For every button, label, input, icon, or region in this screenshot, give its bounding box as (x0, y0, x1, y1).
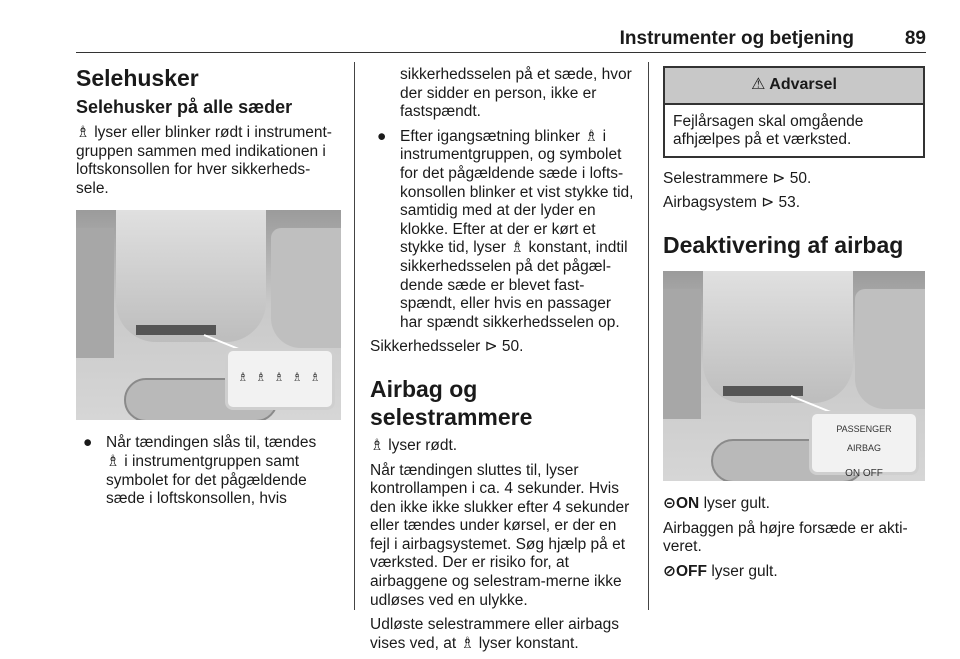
overhead-console-photo (76, 210, 341, 420)
section-title-deactivation: Deaktivering af airbag (663, 231, 904, 258)
warning-icon: ⚠ (751, 76, 766, 93)
seatbelt-icon: ♗ (584, 127, 599, 145)
page-number: 89 (904, 28, 926, 49)
paragraph-2: Når tændingen sluttes til, lyser kontrollampen i ca. 4 sekunder. Hvis den ikke ikke slukker efter 4 sekunder eller tændes under kørsel, er der en fejl i airbagsystemet. Søg hjælp på et værksted. Der er risiko for, at airbaggene og selestram-merne ikke udløses ved en ulykke. (370, 461, 630, 609)
page-header (76, 26, 926, 50)
column-divider-2 (648, 62, 649, 610)
bullet-item-2: ● Efter igangsætning blinker ♗ i instrumentgruppen, og symbolet for det pågældende sæde i lofts-konsollen blinker et vist stykke tid, samtidig med at der lyder en klokke. Efter at der er kørt et stykke tid, lyser ♗ konstant, indtil sikkerhedsselen på det pågæl-dende sæde er blevet fast-spændt, eller hvis en passager har spændt sikkerhedsselen op. (377, 127, 634, 331)
reference-seatbelts: Sikkerhedsseler ⊳ 50. (370, 338, 524, 356)
seatbelt-icon: ♗ (106, 452, 120, 470)
reference-arrow-icon: ⊳ (772, 169, 786, 187)
warning-header: ⚠ Advarsel (665, 68, 923, 105)
airbag-off-line: ⊘OFF lyser gult. (663, 562, 778, 580)
paragraph-1: ♗ lyser eller blinker rødt i instrument-gruppen sammen med indikationen i loftskonsollen for hver sikkerheds-sele. (76, 124, 332, 197)
column-divider-1 (354, 62, 355, 610)
reference-airbag-system: Airbagsystem ⊳ 53. (663, 194, 801, 212)
bullet-1-continuation: sikkerhedsselen på et sæde, hvor der sidder en person, ikke er fastspændt. (400, 66, 632, 121)
airbag-icon: ♗ (370, 436, 384, 454)
subsection-title: Selehusker på alle sæder (76, 97, 293, 117)
passenger-airbag-indicator-inset: PASSENGER AIRBAG ON OFF (809, 411, 919, 475)
airbag-off-icon: ⊘ (663, 562, 676, 580)
section-title-selehusker: Selehusker (76, 65, 199, 91)
airbag-indicator-photo (663, 271, 925, 481)
reference-arrow-icon: ⊳ (484, 338, 498, 356)
header-title: Instrumenter og betjening (619, 28, 854, 49)
column-2 (370, 58, 635, 659)
column-1 (76, 58, 341, 515)
airbag-on-icon: ⊝ (663, 494, 676, 512)
column-3 (663, 58, 925, 587)
warning-body: Fejlårsagen skal omgående afhjælpes på et værksted. (673, 112, 864, 149)
airbag-icon: ♗ (460, 634, 475, 652)
airbag-on-line: ⊝ON lyser gult. (663, 494, 770, 512)
reference-pretensioners: Selestrammere ⊳ 50. (663, 169, 812, 187)
bullet-item-1: ● Når tændingen slås til, tændes ♗ i instrumentgruppen samt symbolet for det pågældende sæde i loftskonsollen, hvis (83, 434, 317, 508)
reference-arrow-icon: ⊳ (761, 194, 775, 212)
warning-box (663, 66, 925, 158)
section-title-airbag: Airbag og selestrammere (370, 375, 533, 430)
seatbelt-indicator-inset: ♗ ♗ ♗ ♗ ♗ (225, 348, 335, 410)
paragraph-airbag-on: Airbaggen på højre forsæde er akti-veret. (663, 519, 908, 556)
seatbelt-icon: ♗ (76, 124, 90, 141)
airbag-warning-line: ♗ lyser rødt. (370, 436, 458, 454)
paragraph-3: Udløste selestrammere eller airbags vises ved, at ♗ lyser konstant. (370, 616, 619, 652)
header-rule (76, 52, 926, 53)
seatbelt-icon: ♗ (510, 239, 525, 257)
